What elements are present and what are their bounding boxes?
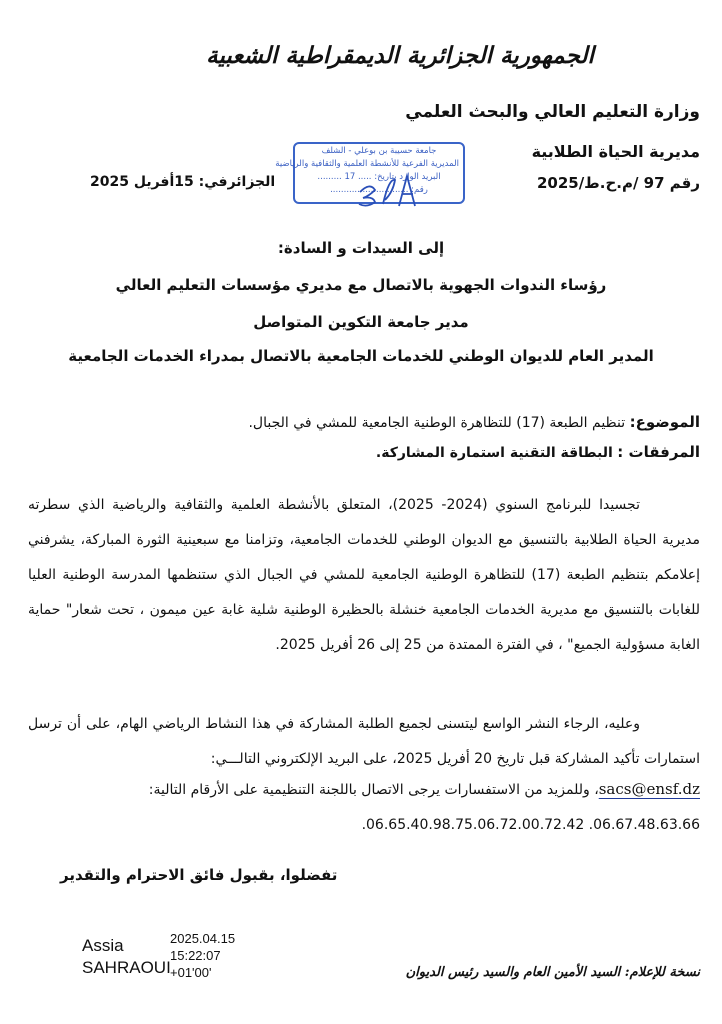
- addressee-line: مدير جامعة التكوين المتواصل: [253, 313, 469, 331]
- stamp-number-label: رقم:: [411, 185, 428, 195]
- stamp-dots: .........: [317, 172, 342, 182]
- directorate-name: مديرية الحياة الطلابية: [531, 142, 700, 161]
- email-followup-text: ، وللمزيد من الاستفسارات يرجى الاتصال باللجنة التنظيمية على الأرقام التالية:: [148, 782, 599, 798]
- stamp-dots: .............................: [330, 185, 409, 195]
- signer-first-name: Assia: [82, 936, 124, 955]
- body-paragraph-1-text: تجسيدا للبرنامج السنوي (2024- 2025)، المتعلق بالأنشطة العلمية والثقافية والرياضية الذي سطرته مديرية الحياة الطلابية بالتنسيق مع الديوان الوطني للخدمات الجامعية، وتزامنا مع سبعينية الثورة المباركة، يشرفني إعلامكم بتنظيم الطبعة (17) للتظاهرة الوطنية الجامعية للمشي في الجبال الذي ستنظمها المدرسة الوطنية العليا للغابات بالتنسيق مع مديرية الخدمات الجامعية خنشلة بالحظيرة الوطنية شلية غابة عين ميمون ، تحت شعار" حماية الغابة مسؤولية الجميع" ، في الفترة الممتدة من 25 إلى 26 أفريل 2025.: [28, 497, 700, 653]
- copy-to-line: نسخة للإعلام: السيد الأمين العام والسيد رئيس الديوان: [405, 965, 700, 980]
- place-date: الجزائرفي: 15أفريل 2025: [90, 174, 276, 190]
- email-line: [149, 780, 700, 798]
- stamp-university: جامعة حسيبة بن بوعلي - الشلف: [321, 146, 437, 156]
- digital-signature-timestamp: [170, 930, 235, 981]
- email-link[interactable]: sacs@ensf.dz: [598, 780, 700, 798]
- digital-signature-name: [82, 935, 171, 979]
- ministry-name: وزارة التعليم العالي والبحث العلمي: [405, 102, 700, 122]
- addressee-line: رؤساء الندوات الجهوية بالاتصال مع مديري مؤسسات التعليم العالي: [115, 276, 607, 294]
- republic-header: الجمهورية الجزائرية الديمقراطية الشعبية: [206, 42, 594, 69]
- addressee-line: المدير العام للديوان الوطني للخدمات الجامعية بالاتصال بمدراء الخدمات الجامعية: [68, 347, 654, 365]
- stamp-handwriting-icon: [355, 170, 425, 210]
- signature-timezone: +01'00': [170, 965, 212, 980]
- subject-value: تنظيم الطبعة (17) للتظاهرة الوطنية الجامعية للمشي في الجبال.: [248, 415, 626, 431]
- attachments-label: المرفقات :: [617, 443, 700, 461]
- stamp-department: المديرية الفرعية للأنشطة العلمية والثقافية والرياضية: [275, 159, 459, 169]
- body-paragraph-2: [28, 707, 700, 777]
- closing-line: تفضلوا، بقبول فائق الاحترام والتقدير: [60, 866, 338, 884]
- subject-label: الموضوع:: [629, 413, 700, 431]
- addressee-intro: إلى السيدات و السادة:: [277, 239, 445, 257]
- subject-line: [248, 413, 700, 431]
- signer-last-name: SAHRAOUI: [82, 958, 171, 977]
- body-paragraph-2-text: وعليه، الرجاء النشر الواسع ليتسنى لجميع الطلبة المشاركة في هذا النشاط الرياضي الهام، على أن ترسل استمارات تأكيد المشاركة قبل تاريخ 20 أفريل 2025، على البريد الإلكتروني التالـــي:: [28, 716, 700, 767]
- signature-date: 2025.04.15: [170, 931, 236, 946]
- stamp-received-label: البريد الوارد بتاريخ:: [374, 172, 441, 182]
- stamp-received-value: 17: [344, 172, 356, 182]
- body-paragraph-1: [28, 488, 700, 663]
- signature-time: 15:22:07: [170, 948, 221, 963]
- stamp-dots: .....: [357, 172, 372, 182]
- reference-number: رقم 97 /م.ح.ط/2025: [536, 174, 700, 192]
- attachments-line: [376, 443, 700, 461]
- attachments-value: البطاقة التقنية استمارة المشاركة.: [375, 445, 613, 461]
- phone-numbers: .06.65.40.98.75.06.72.00.72.42 .06.67.48.63.66: [361, 817, 700, 833]
